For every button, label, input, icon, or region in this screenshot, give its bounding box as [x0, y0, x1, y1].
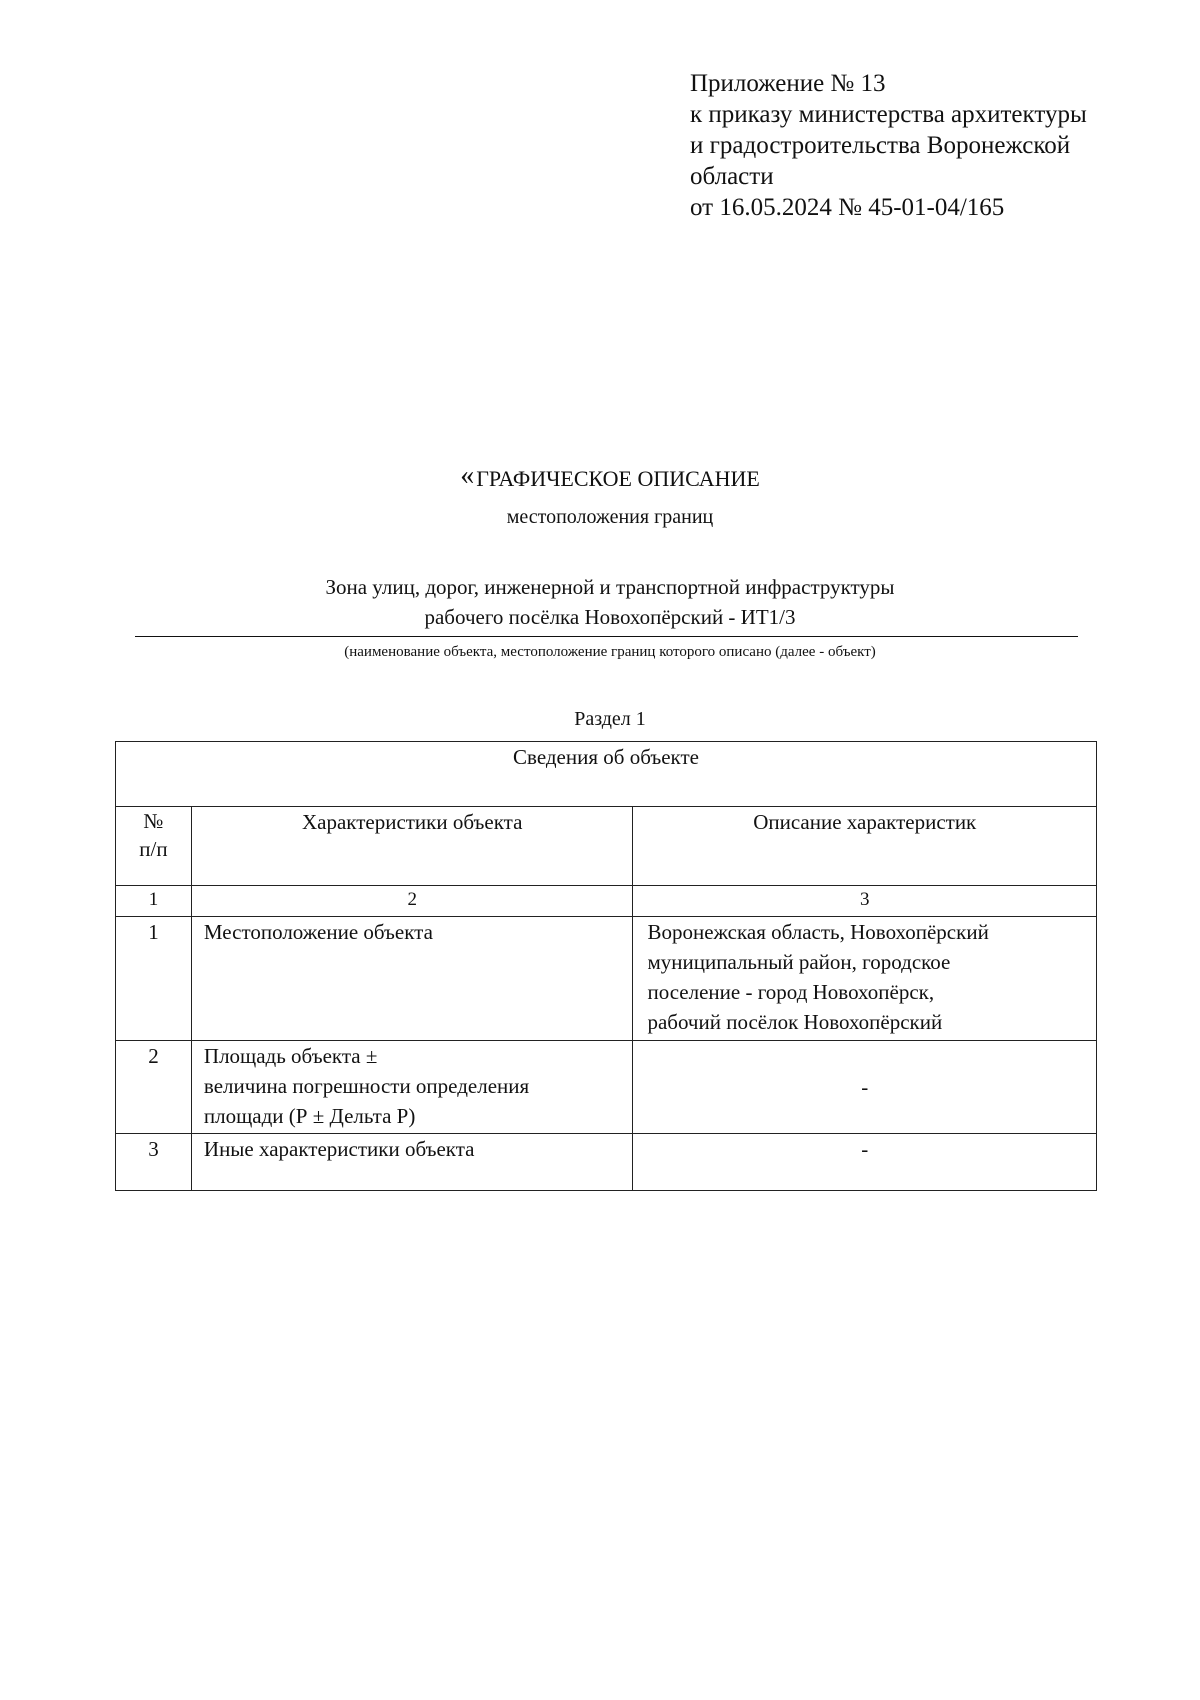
header-characteristics: Характеристики объекта: [191, 807, 633, 886]
row-description-line: -: [861, 1137, 869, 1161]
row-characteristic-line: Иные характеристики объекта: [203, 1137, 475, 1161]
row-description: [633, 1134, 1097, 1191]
object-info-table: [115, 741, 1097, 1191]
table-row: [116, 1041, 1097, 1134]
appendix-line: от 16.05.2024 № 45-01-04/165: [690, 194, 1005, 221]
column-index: 2: [191, 886, 633, 917]
row-characteristic-line: Площадь объекта ±: [203, 1044, 378, 1068]
object-name-line: Зона улиц, дорог, инженерной и транспортной инфраструктуры: [325, 575, 895, 599]
row-number: 3: [116, 1134, 192, 1191]
table-row: [116, 1134, 1097, 1191]
row-description-line: рабочий посёлок Новохопёрский: [647, 1010, 943, 1034]
table-caption: Сведения об объекте: [116, 742, 1097, 807]
section-label: Раздел 1: [574, 708, 646, 730]
row-characteristic-line: величина погрешности определения: [203, 1074, 530, 1098]
header-number-line: №: [143, 809, 164, 833]
row-characteristic: [191, 1134, 633, 1191]
column-index: 1: [116, 886, 192, 917]
row-description-line: -: [861, 1075, 869, 1099]
row-characteristic: [191, 1041, 633, 1134]
appendix-line: и градостроительства Воронежской: [690, 132, 1071, 159]
object-name: [130, 572, 1090, 632]
object-name-caption: (наименование объекта, местоположение границ которого описано (далее - объект): [344, 644, 876, 660]
document-subtitle: местоположения границ: [506, 506, 714, 528]
row-description: [633, 1041, 1097, 1134]
table-caption-row: [116, 742, 1097, 807]
document-title-text: ГРАФИЧЕСКОЕ ОПИСАНИЕ: [476, 466, 760, 491]
table-row: [116, 917, 1097, 1041]
row-number: 2: [116, 1041, 192, 1134]
row-description-line: поселение - город Новохопёрск,: [647, 980, 935, 1004]
row-description: [633, 917, 1097, 1041]
object-name-line: рабочего посёлка Новохопёрский - ИТ1/3: [424, 605, 796, 629]
row-characteristic: [191, 917, 633, 1041]
header-number-line: п/п: [139, 837, 168, 861]
row-number: 1: [116, 917, 192, 1041]
document-title: [130, 462, 1090, 493]
column-index: 3: [633, 886, 1097, 917]
header-number: [116, 807, 192, 886]
row-description-line: Воронежская область, Новохопёрский: [647, 920, 989, 944]
opening-quote: «: [460, 460, 475, 491]
appendix-header: [690, 68, 1170, 223]
row-characteristic-line: Местоположение объекта: [203, 920, 433, 944]
appendix-line: Приложение № 13: [690, 70, 886, 97]
appendix-line: области: [690, 163, 774, 190]
header-description: Описание характеристик: [633, 807, 1097, 886]
appendix-line: к приказу министерства архитектуры: [690, 101, 1087, 128]
row-characteristic-line: площади (Р ± Дельта Р): [203, 1104, 416, 1128]
column-index-row: [116, 886, 1097, 917]
object-name-underline: [135, 636, 1078, 637]
table-header-row: [116, 807, 1097, 886]
row-description-line: муниципальный район, городское: [647, 950, 951, 974]
